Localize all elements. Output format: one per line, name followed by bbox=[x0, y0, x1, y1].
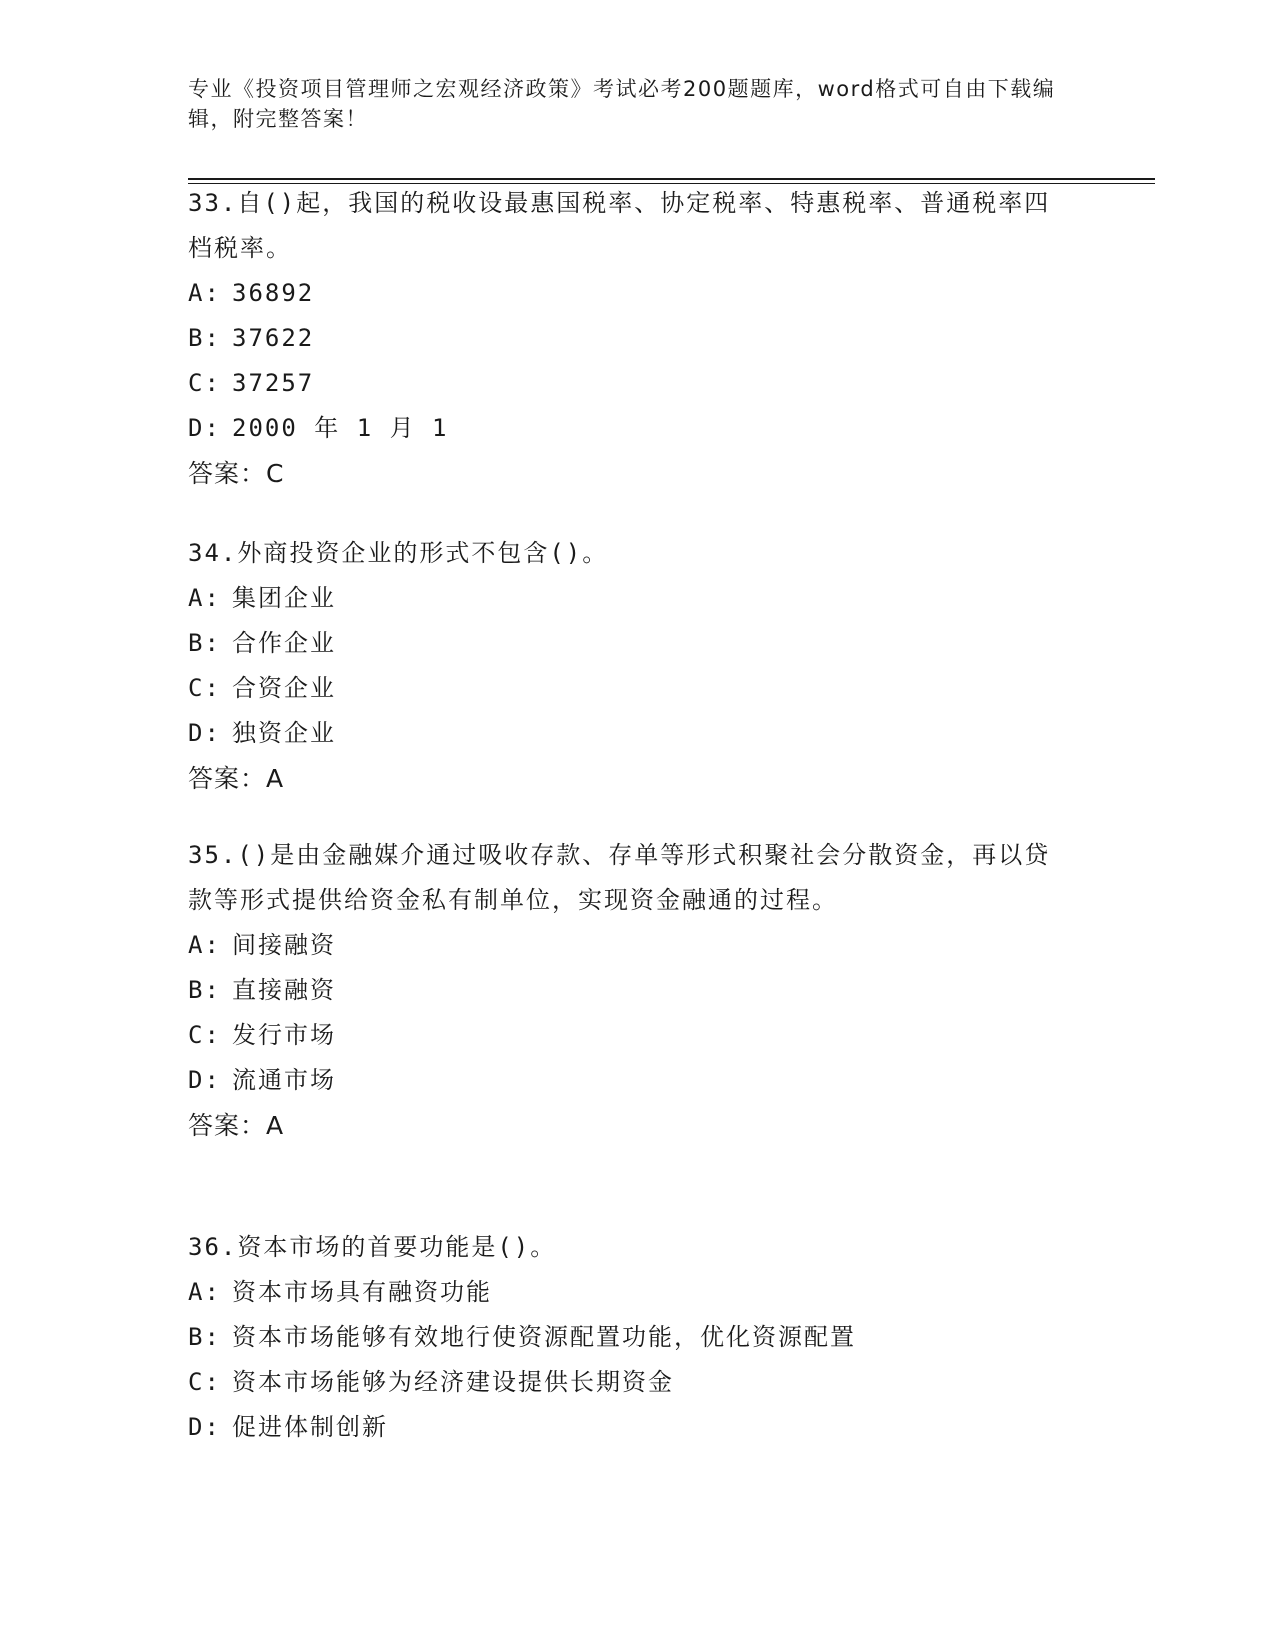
option-a bbox=[188, 271, 1088, 316]
question-33 bbox=[188, 181, 1088, 496]
option-key: C: bbox=[188, 369, 221, 397]
answer: 答案：A bbox=[188, 1111, 285, 1140]
option-key: D: bbox=[188, 1066, 221, 1094]
option-text: 发行市场 bbox=[232, 1021, 336, 1049]
option-c bbox=[188, 1013, 1088, 1058]
option-text: 资本市场具有融资功能 bbox=[232, 1278, 492, 1306]
option-text: 合作企业 bbox=[232, 629, 336, 657]
answer: 答案：C bbox=[188, 459, 285, 488]
option-text: 资本市场能够为经济建设提供长期资金 bbox=[232, 1368, 674, 1396]
option-key: B: bbox=[188, 976, 221, 1004]
question-34 bbox=[188, 531, 1088, 801]
option-d bbox=[188, 1058, 1088, 1103]
option-text: 合资企业 bbox=[232, 674, 336, 702]
option-d bbox=[188, 711, 1088, 756]
option-a bbox=[188, 923, 1088, 968]
option-key: A: bbox=[188, 279, 221, 307]
option-key: B: bbox=[188, 1323, 221, 1351]
option-a bbox=[188, 576, 1088, 621]
option-c bbox=[188, 1360, 1088, 1405]
option-key: C: bbox=[188, 1368, 221, 1396]
option-d bbox=[188, 1405, 1088, 1450]
option-c bbox=[188, 361, 1088, 406]
option-key: D: bbox=[188, 719, 221, 747]
option-b bbox=[188, 1315, 1088, 1360]
option-b bbox=[188, 621, 1088, 666]
option-d bbox=[188, 406, 1088, 451]
option-c bbox=[188, 666, 1088, 711]
option-key: A: bbox=[188, 931, 221, 959]
option-b bbox=[188, 316, 1088, 361]
option-key: C: bbox=[188, 674, 221, 702]
header-divider-thick bbox=[188, 178, 1155, 180]
option-key: D: bbox=[188, 414, 221, 442]
option-text: 间接融资 bbox=[232, 931, 336, 959]
option-text: 资本市场能够有效地行使资源配置功能，优化资源配置 bbox=[232, 1323, 856, 1351]
question-stem: 35.()是由金融媒介通过吸收存款、存单等形式积聚社会分散资金，再以贷款等形式提供给资金私有制单位，实现资金融通的过程。 bbox=[188, 841, 1051, 914]
option-text: 促进体制创新 bbox=[232, 1413, 388, 1441]
question-stem: 33.自()起，我国的税收设最惠国税率、协定税率、特惠税率、普通税率四档税率。 bbox=[188, 189, 1051, 262]
answer: 答案：A bbox=[188, 764, 285, 793]
option-text: 集团企业 bbox=[232, 584, 336, 612]
option-text: 37622 bbox=[232, 324, 315, 352]
option-text: 36892 bbox=[232, 279, 315, 307]
option-text: 流通市场 bbox=[232, 1066, 336, 1094]
question-stem: 36.资本市场的首要功能是()。 bbox=[188, 1233, 557, 1261]
option-a bbox=[188, 1270, 1088, 1315]
option-b bbox=[188, 968, 1088, 1013]
question-stem: 34.外商投资企业的形式不包含()。 bbox=[188, 539, 609, 567]
option-key: D: bbox=[188, 1413, 221, 1441]
option-key: B: bbox=[188, 629, 221, 657]
option-key: B: bbox=[188, 324, 221, 352]
question-35 bbox=[188, 833, 1088, 1148]
option-text: 独资企业 bbox=[232, 719, 336, 747]
option-text: 直接融资 bbox=[232, 976, 336, 1004]
option-text: 37257 bbox=[232, 369, 315, 397]
document-header: 专业《投资项目管理师之宏观经济政策》考试必考200题题库，word格式可自由下载编辑，附完整答案！ bbox=[188, 77, 1056, 131]
option-key: C: bbox=[188, 1021, 221, 1049]
option-key: A: bbox=[188, 1278, 221, 1306]
option-key: A: bbox=[188, 584, 221, 612]
option-text: 2000 年 1 月 1 bbox=[232, 414, 449, 442]
question-36 bbox=[188, 1225, 1088, 1450]
